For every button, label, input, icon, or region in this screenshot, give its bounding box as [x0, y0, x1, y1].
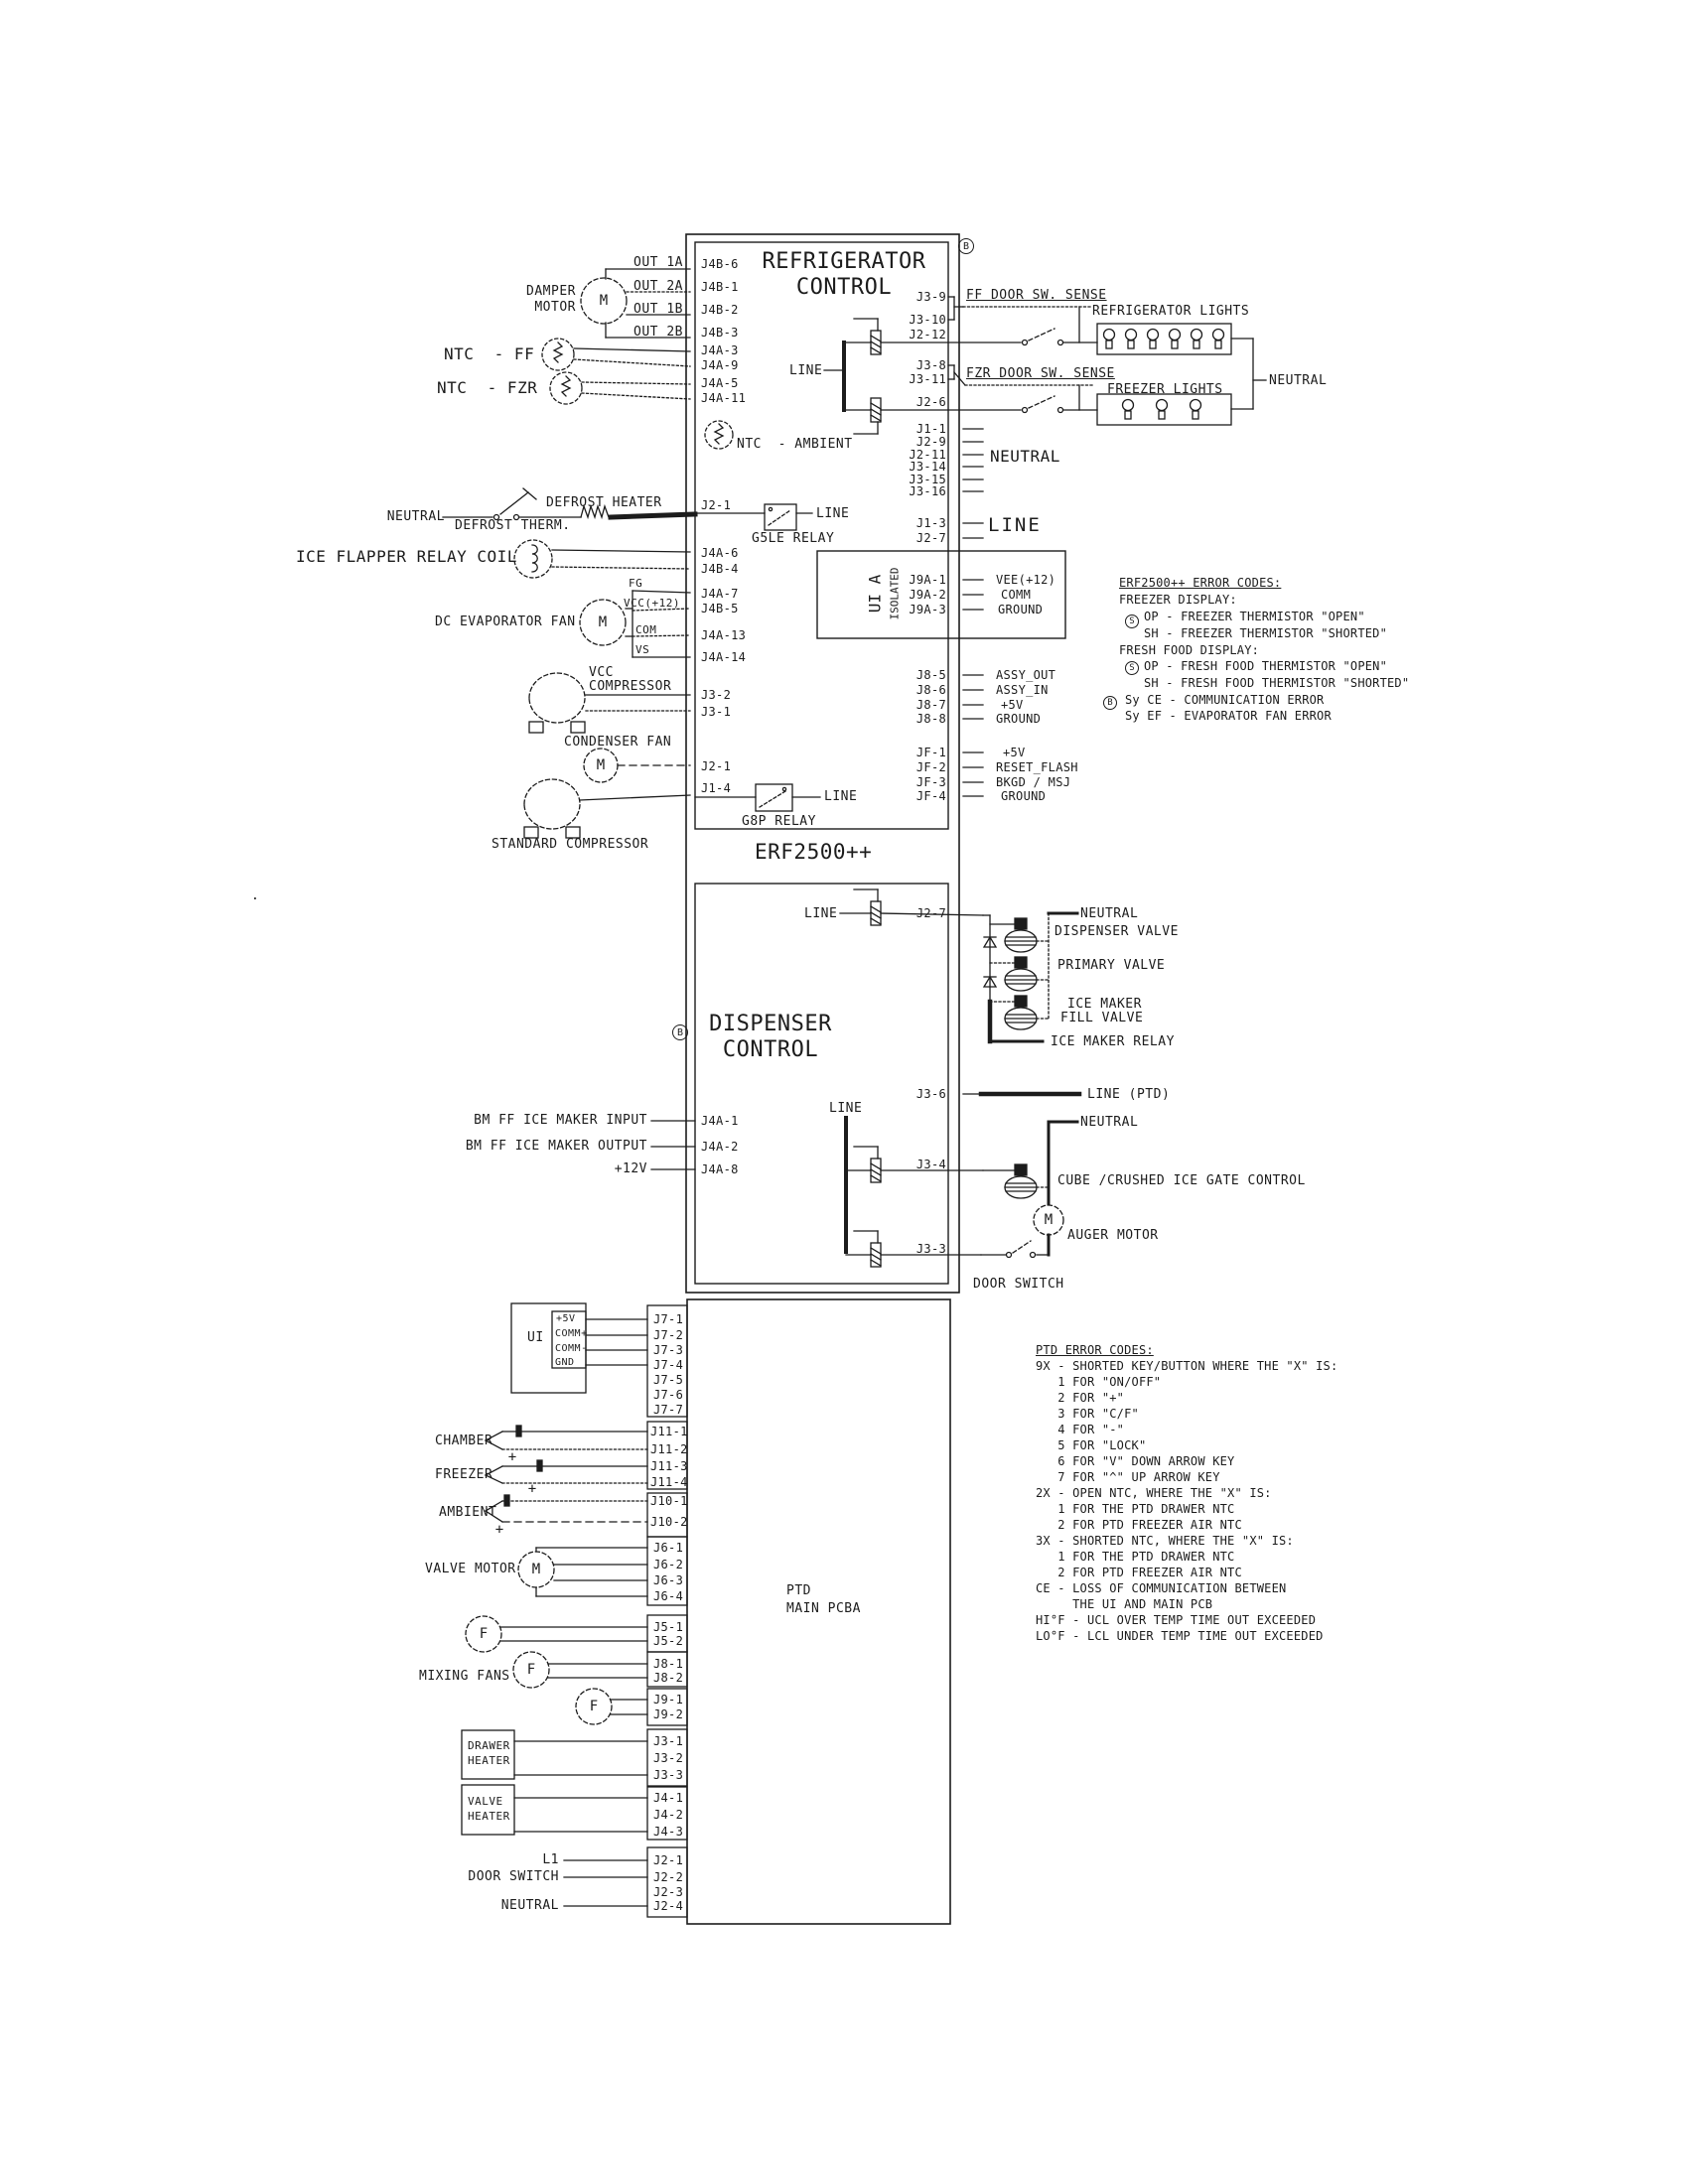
pin-label: J8-6 [915, 683, 946, 697]
erf-error-code-line: OP - FREEZER THERMISTOR "OPEN" [1144, 610, 1365, 623]
pin-label: J3-16 [909, 484, 946, 498]
ice-flapper-relay-coil-label: ICE FLAPPER RELAY COIL [296, 547, 517, 566]
line-triac-label: LINE [789, 363, 823, 378]
ptd-error-code-line: 5 FOR "LOCK" [1036, 1438, 1147, 1452]
cube-crushed-gate-label: CUBE /CRUSHED ICE GATE CONTROL [1057, 1173, 1306, 1188]
neutral-auger-label: NEUTRAL [1080, 1115, 1139, 1130]
pin-label: J11-2 [650, 1442, 688, 1456]
pin-label: J11-3 [650, 1459, 688, 1473]
port-label: GROUND [1001, 789, 1047, 803]
pin-label: J8-5 [915, 668, 946, 682]
ptd-error-code-line: LO°F - LCL UNDER TEMP TIME OUT EXCEEDED [1036, 1629, 1324, 1643]
pin-label: J1-3 [915, 516, 946, 530]
ptd-error-code-line: CE - LOSS OF COMMUNICATION BETWEEN [1036, 1581, 1287, 1595]
ff-door-sense-label: FF DOOR SW. SENSE [966, 288, 1107, 303]
port-label: +5V [1003, 746, 1026, 759]
ptd-error-code-line: 4 FOR "-" [1036, 1423, 1125, 1436]
pin-label: J4A-3 [701, 343, 739, 357]
l1-label: L1 [542, 1852, 559, 1867]
g5le-line-label: LINE [816, 506, 850, 521]
pin-label: J2-1 [701, 498, 732, 512]
pin-label: J5-1 [653, 1620, 684, 1634]
port-label: ASSY_OUT [996, 668, 1056, 682]
pin-label: J2-11 [909, 448, 946, 462]
neutral-lights-label: NEUTRAL [1269, 373, 1328, 388]
dispenser-control-title: DISPENSER [709, 1012, 832, 1036]
neutral-valves-label: NEUTRAL [1080, 906, 1139, 921]
pin-label: J4A-9 [701, 358, 739, 372]
pin-label: J6-3 [653, 1573, 684, 1587]
pin-label: J3-1 [653, 1734, 684, 1748]
g8p-line-label: LINE [824, 789, 858, 804]
polarity-plus: + [527, 1481, 537, 1497]
pin-label: J4B-2 [701, 303, 739, 317]
com-label: COM [635, 623, 657, 636]
auger-motor-label: AUGER MOTOR [1067, 1228, 1159, 1243]
port-label: VEE(+12) [996, 573, 1056, 587]
pin-label: J3-10 [909, 313, 946, 327]
pin-label: J3-9 [915, 290, 946, 304]
mixing-fan-icon: F [479, 1626, 489, 1642]
pin-label: J10-2 [650, 1515, 688, 1529]
b-marker-icon: B [958, 238, 974, 254]
erf-error-code-line: SH - FREEZER THERMISTOR "SHORTED" [1144, 626, 1388, 640]
ui-comm-plus-label: COMM+ [555, 1328, 588, 1339]
dispenser-door-switch-label: DOOR SWITCH [973, 1277, 1064, 1292]
ptd-error-code-line: 1 FOR THE PTD DRAWER NTC [1036, 1550, 1235, 1564]
ptd-pcba-label: MAIN PCBA [786, 1601, 861, 1616]
ui-5v-label: +5V [556, 1313, 576, 1324]
ptd-door-switch-label: DOOR SWITCH [468, 1869, 559, 1884]
line-ptd-label: LINE (PTD) [1087, 1087, 1171, 1102]
pin-label: J8-8 [915, 712, 946, 726]
pin-label: J7-4 [653, 1358, 684, 1372]
evaporator-fan-motor-icon: M [598, 614, 608, 630]
neutral-bus-label: NEUTRAL [990, 447, 1060, 466]
condenser-fan-motor-icon: M [596, 757, 606, 773]
pin-label: J2-12 [909, 328, 946, 341]
pin-label: J3-1 [701, 705, 732, 719]
out-1b-label: OUT 1B [633, 302, 683, 317]
bm-ff-ice-maker-output-label: BM FF ICE MAKER OUTPUT [465, 1139, 647, 1154]
erf-error-codes-title: ERF2500++ ERROR CODES: [1119, 576, 1282, 590]
out-1a-label: OUT 1A [633, 255, 683, 270]
ptd-error-code-line: 2 FOR PTD FREEZER AIR NTC [1036, 1566, 1242, 1579]
pin-label: J2-9 [915, 435, 946, 449]
ptd-error-code-line: THE UI AND MAIN PCB [1036, 1597, 1213, 1611]
freezer-lights-label: FREEZER LIGHTS [1107, 382, 1223, 397]
damper-motor-icon: M [599, 293, 609, 309]
standard-compressor-label: STANDARD COMPRESSOR [492, 837, 649, 852]
ptd-error-code-line: 2 FOR "+" [1036, 1391, 1125, 1405]
pin-label: J7-2 [653, 1328, 684, 1342]
dispenser-valve-label: DISPENSER VALVE [1055, 924, 1179, 939]
ambient-label: AMBIENT [439, 1505, 497, 1520]
ptd-error-code-line: 7 FOR "^" UP ARROW KEY [1036, 1470, 1220, 1484]
out-2b-label: OUT 2B [633, 325, 683, 340]
fill-valve-label: FILL VALVE [1060, 1011, 1144, 1025]
pin-label: J2-1 [653, 1853, 684, 1867]
polarity-plus: + [507, 1449, 517, 1465]
pin-label: J7-5 [653, 1373, 684, 1387]
valve-motor-icon: M [531, 1562, 541, 1577]
ptd-error-code-line: HI°F - UCL OVER TEMP TIME OUT EXCEEDED [1036, 1613, 1317, 1627]
port-label: BKGD / MSJ [996, 775, 1071, 789]
g5le-relay-label: G5LE RELAY [752, 531, 835, 546]
dispenser-line-label: LINE [804, 906, 838, 921]
pin-label: J2-7 [915, 906, 946, 920]
pin-label: J3-2 [701, 688, 732, 702]
pin-label: J6-4 [653, 1589, 684, 1603]
ptd-error-codes-title: PTD ERROR CODES: [1036, 1343, 1154, 1357]
out-2a-label: OUT 2A [633, 279, 683, 294]
erf-error-code-line: Sy EF - EVAPORATOR FAN ERROR [1125, 709, 1332, 723]
pin-label: J4-1 [653, 1791, 684, 1805]
pin-label: J1-1 [915, 422, 946, 436]
neutral-ptd-label: NEUTRAL [500, 1898, 559, 1913]
refrigerator-control-title: CONTROL [795, 275, 893, 300]
dispenser-control-title: CONTROL [722, 1037, 819, 1062]
pin-label: J3-3 [915, 1242, 946, 1256]
ptd-error-code-line: 9X - SHORTED KEY/BUTTON WHERE THE "X" IS: [1036, 1359, 1338, 1373]
ptd-error-code-line: 6 FOR "V" DOWN ARROW KEY [1036, 1454, 1235, 1468]
vcc12-label: VCC(+12) [624, 597, 680, 610]
pin-label: J3-15 [909, 473, 946, 486]
pin-label: J4-2 [653, 1808, 684, 1822]
port-label: RESET_FLASH [996, 760, 1078, 774]
ptd-error-code-line: 3X - SHORTED NTC, WHERE THE "X" IS: [1036, 1534, 1294, 1548]
port-label: GROUND [998, 603, 1044, 616]
erf-error-code-line: SH - FRESH FOOD THERMISTOR "SHORTED" [1144, 676, 1410, 690]
pin-label: J4A-14 [701, 650, 747, 664]
dc-evaporator-fan-label: DC EVAPORATOR FAN [435, 614, 576, 629]
auger-motor-icon: M [1044, 1212, 1054, 1228]
erf-error-code-line: FRESH FOOD DISPLAY: [1119, 643, 1260, 657]
damper-motor-label: MOTOR [534, 300, 576, 315]
ptd-error-code-line: 1 FOR "ON/OFF" [1036, 1375, 1162, 1389]
pin-label: J2-7 [915, 531, 946, 545]
pin-label: J2-6 [915, 395, 946, 409]
pin-label: J9A-3 [909, 603, 946, 616]
pin-label: J3-4 [915, 1158, 946, 1171]
pin-label: J11-4 [650, 1475, 688, 1489]
drawer-heater-label: HEATER [468, 1754, 510, 1767]
chamber-label: CHAMBER [435, 1433, 493, 1448]
board-name: ERF2500++ [755, 840, 873, 864]
refrigerator-control-title: REFRIGERATOR [762, 249, 926, 274]
pin-label: JF-4 [915, 789, 946, 803]
pin-label: J4B-3 [701, 326, 739, 340]
drawer-heater-label: DRAWER [468, 1739, 510, 1752]
ui-a-label: UI A [865, 574, 885, 614]
pin-label: J2-2 [653, 1870, 684, 1884]
valve-heater-label: HEATER [468, 1810, 510, 1823]
s-marker-icon: S [1125, 614, 1139, 628]
pin-label: J4A-7 [701, 587, 739, 601]
port-label: COMM [1001, 588, 1032, 602]
pin-label: J5-2 [653, 1634, 684, 1648]
polarity-plus: + [494, 1522, 504, 1538]
ui-label: UI [527, 1330, 544, 1345]
refrigerator-lights-label: REFRIGERATOR LIGHTS [1092, 304, 1250, 319]
pin-label: J6-1 [653, 1541, 684, 1555]
pin-label: J4A-1 [701, 1114, 739, 1128]
pin-label: J4B-6 [701, 257, 739, 271]
pin-label: J8-2 [653, 1671, 684, 1685]
pin-label: J2-1 [701, 759, 732, 773]
ptd-error-code-line: 2 FOR PTD FREEZER AIR NTC [1036, 1518, 1242, 1532]
pin-label: J4B-1 [701, 280, 739, 294]
pin-label: JF-2 [915, 760, 946, 774]
pin-label: J9-1 [653, 1693, 684, 1706]
port-label: ASSY_IN [996, 683, 1049, 697]
neutral-defrost-label: NEUTRAL [386, 509, 445, 524]
g8p-relay-label: G8P RELAY [742, 814, 816, 829]
isolated-label: ISOLATED [888, 567, 902, 620]
pin-label: J7-3 [653, 1343, 684, 1357]
b-marker-icon: B [1103, 696, 1117, 710]
ui-gnd-label: GND [555, 1357, 575, 1368]
pin-label: J3-11 [909, 372, 946, 386]
pin-label: J3-8 [915, 358, 946, 372]
defrost-heater-label: DEFROST HEATER [546, 495, 662, 510]
pin-label: JF-3 [915, 775, 946, 789]
condenser-fan-label: CONDENSER FAN [564, 735, 672, 750]
pin-label: J7-6 [653, 1388, 684, 1402]
pin-label: J4B-5 [701, 602, 739, 615]
fzr-door-sense-label: FZR DOOR SW. SENSE [966, 366, 1115, 381]
valve-heater-label: VALVE [468, 1795, 503, 1808]
stray-dot: . [251, 888, 260, 903]
ptd-error-code-line: 3 FOR "C/F" [1036, 1407, 1139, 1421]
mixing-fan-icon: F [589, 1699, 599, 1714]
pin-label: J4A-8 [701, 1162, 739, 1176]
pin-label: J4B-4 [701, 562, 739, 576]
pin-label: J3-2 [653, 1751, 684, 1765]
pin-label: J1-4 [701, 781, 732, 795]
valve-motor-label: VALVE MOTOR [425, 1562, 516, 1576]
pin-label: J4A-5 [701, 376, 739, 390]
freezer-label: FREEZER [435, 1467, 493, 1482]
pin-label: J7-7 [653, 1403, 684, 1417]
port-label: GROUND [996, 712, 1042, 726]
pin-label: J8-1 [653, 1657, 684, 1671]
bm-ff-ice-maker-input-label: BM FF ICE MAKER INPUT [474, 1113, 647, 1128]
pin-label: J9A-1 [909, 573, 946, 587]
pin-label: J11-1 [650, 1425, 688, 1438]
pin-label: J10-1 [650, 1494, 688, 1508]
pin-label: J2-3 [653, 1885, 684, 1899]
vcc-label: VCC [589, 665, 614, 680]
pin-label: J7-1 [653, 1312, 684, 1326]
plus-12v-label: +12V [614, 1161, 647, 1176]
defrost-therm-label: DEFROST THERM. [455, 518, 571, 533]
dispenser-line2-label: LINE [829, 1101, 863, 1116]
pin-label: J6-2 [653, 1558, 684, 1571]
port-label: +5V [1001, 698, 1024, 712]
mixing-fans-label: MIXING FANS [419, 1669, 510, 1684]
pin-label: J4A-11 [701, 391, 747, 405]
erf-error-code-line: Sy CE - COMMUNICATION ERROR [1125, 693, 1325, 707]
pin-label: J2-4 [653, 1899, 684, 1913]
ptd-pcba-label: PTD [786, 1583, 811, 1598]
pin-label: J9-2 [653, 1707, 684, 1721]
fg-label: FG [629, 577, 643, 590]
ui-comm-minus-label: COMM- [555, 1343, 588, 1354]
vs-label: VS [635, 643, 650, 656]
pin-label: J3-3 [653, 1768, 684, 1782]
s-marker-icon: S [1125, 661, 1139, 675]
ice-maker-relay-label: ICE MAKER RELAY [1051, 1034, 1175, 1049]
pin-label: J4A-2 [701, 1140, 739, 1154]
erf-error-code-line: OP - FRESH FOOD THERMISTOR "OPEN" [1144, 659, 1388, 673]
pin-label: J3-6 [915, 1087, 946, 1101]
pin-label: J4A-13 [701, 628, 747, 642]
mixing-fan-icon: F [526, 1662, 536, 1678]
pin-label: J9A-2 [909, 588, 946, 602]
ntc-fzr-label: NTC - FZR [437, 378, 538, 397]
damper-motor-label: DAMPER [526, 284, 576, 299]
erf-error-code-line: FREEZER DISPLAY: [1119, 593, 1237, 607]
line-bus-label: LINE [988, 514, 1042, 536]
ptd-error-code-line: 2X - OPEN NTC, WHERE THE "X" IS: [1036, 1486, 1272, 1500]
pin-label: JF-1 [915, 746, 946, 759]
ntc-ambient-label: NTC - AMBIENT [737, 437, 853, 452]
primary-valve-label: PRIMARY VALVE [1057, 958, 1166, 973]
pin-label: J3-14 [909, 460, 946, 474]
ptd-error-code-line: 1 FOR THE PTD DRAWER NTC [1036, 1502, 1235, 1516]
ice-maker-label: ICE MAKER [1067, 997, 1142, 1012]
ntc-ff-label: NTC - FF [444, 344, 535, 363]
b-marker-icon: B [672, 1024, 688, 1040]
compressor-label: COMPRESSOR [589, 679, 672, 694]
pin-label: J4A-6 [701, 546, 739, 560]
pin-label: J8-7 [915, 698, 946, 712]
pin-label: J4-3 [653, 1825, 684, 1839]
